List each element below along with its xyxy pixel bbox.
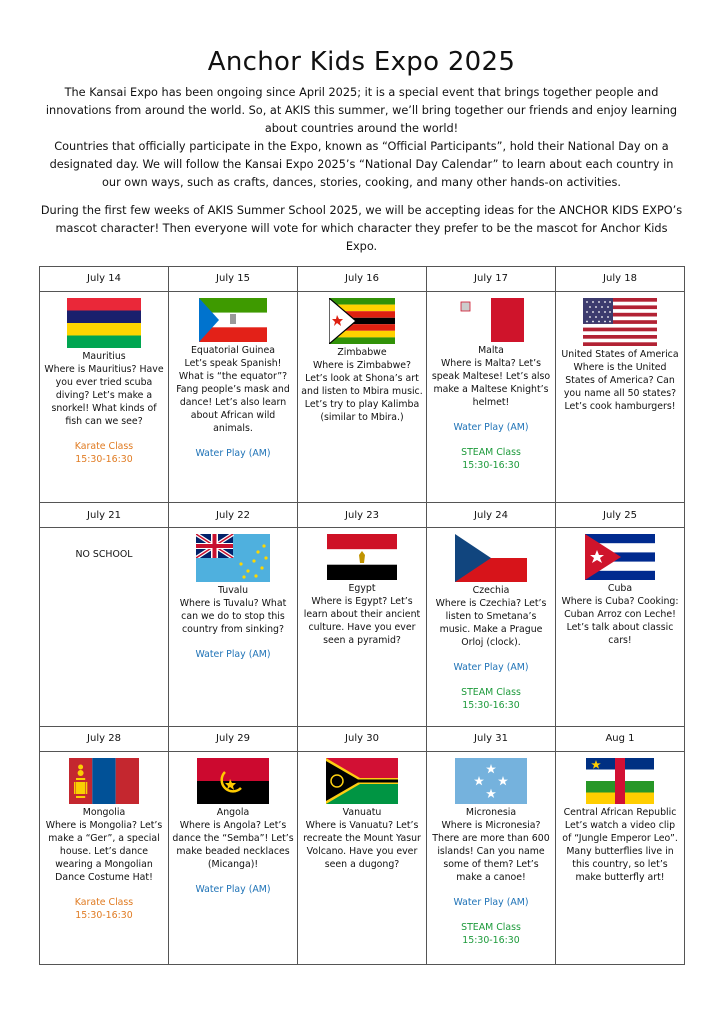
day-description: Where is Micronesia? There are more than 600 islands! Can you name some of them? Let’s make a canoe!: [432, 819, 550, 883]
country-name: Mauritius: [82, 350, 126, 362]
day-description: Where is Vanuatu? Let’s recreate the Mount Yasur Volcano. Have you ever seen a dugong?: [303, 819, 421, 870]
day-description: Where is Tuvalu? What can we do to stop this country from sinking?: [179, 597, 287, 635]
steam-class-label: STEAM Class: [461, 921, 521, 933]
steam-class-time: 15:30-16:30: [462, 459, 520, 471]
cuba-flag: [585, 534, 655, 580]
karate-class-label: Karate Class: [74, 896, 134, 908]
day-cell: [298, 527, 427, 726]
day-cell: [556, 751, 685, 964]
water-play-label: Water Play (AM): [195, 883, 271, 895]
zimbabwe-flag: [329, 298, 395, 344]
day-cell: [40, 291, 169, 502]
day-cell: [298, 291, 427, 502]
page-title: Anchor Kids Expo 2025: [207, 47, 516, 77]
day-cell: [556, 291, 685, 502]
week-3-dates: [40, 726, 685, 751]
day-cell: [298, 751, 427, 964]
week-2-days: [40, 527, 685, 726]
date-cell: July 29: [169, 726, 298, 751]
micronesia-flag: [455, 758, 527, 804]
day-cell: [169, 291, 298, 502]
date-cell: July 25: [556, 503, 685, 528]
day-cell: [427, 291, 556, 502]
mongolia-flag: [69, 758, 139, 804]
water-play-label: Water Play (AM): [195, 648, 271, 660]
day-description: Where is Czechia? Let’s listen to Smetana’s music. Make a Prague Orloj (clock).: [435, 597, 547, 648]
water-play-label: Water Play (AM): [195, 447, 271, 459]
steam-class-label: STEAM Class: [461, 446, 521, 458]
country-name: Micronesia: [465, 806, 517, 818]
country-name: Tuvalu: [217, 584, 249, 596]
date-cell: July 17: [427, 267, 556, 292]
day-cell: [427, 527, 556, 726]
day-description: Let’s speak Spanish! What is “the equator”? Fang people’s mask and dance! Let’s also learn about African wild animals.: [176, 357, 290, 434]
angola-flag: [197, 758, 269, 804]
day-cell: [169, 527, 298, 726]
day-description: Where is the United States of America? Can you name all 50 states? Let’s cook hamburgers!: [563, 361, 677, 412]
country-name: Malta: [478, 344, 504, 356]
week-2-dates: [40, 503, 685, 528]
malta-flag: [458, 298, 524, 342]
day-description: Where is Angola? Let’s dance the “Semba”! Let’s make beaded necklaces (Micanga)!: [172, 819, 294, 870]
day-description: Where is Cuba? Cooking: Cuban Arroz con Leche! Let’s talk about classic cars!: [561, 595, 679, 646]
intro-paragraph: The Kansai Expo has been ongoing since April 2025; it is a special event that brings together people and innovations from around the world. So, at AKIS this summer, we’ll bring together our friends and enjoy learning about countries around the world!: [45, 86, 678, 135]
steam-class-time: 15:30-16:30: [462, 934, 520, 946]
karate-class-time: 15:30-16:30: [75, 453, 133, 465]
date-cell: July 16: [298, 267, 427, 292]
egypt-flag: [327, 534, 397, 580]
day-description: Where is Zimbabwe? Let’s look at Shona’s art and listen to Mbira music. Let’s try to play Kalimba (similar to Mbira.): [301, 359, 423, 423]
intro-text: [40, 84, 683, 192]
mascot-note: During the first few weeks of AKIS Summer School 2025, we will be accepting ideas for the ANCHOR KIDS EXPO’s mascot character! Then everyone will vote for which character they prefer to be the mascot for Anchor Kids Expo.: [40, 204, 683, 253]
country-name: Vanuatu: [342, 806, 382, 818]
day-description: Where is Mongolia? Let’s make a “Ger”, a special house. Let’s dance wearing a Mongolian Dance Costume Hat!: [45, 819, 163, 883]
date-cell: July 31: [427, 726, 556, 751]
country-name: Angola: [216, 806, 250, 818]
central-african-republic-flag: [586, 758, 654, 804]
date-cell: July 24: [427, 503, 556, 528]
country-name: Egypt: [348, 582, 376, 594]
day-description: Where is Mauritius? Have you ever tried scuba diving? Let’s make a snorkel! What kinds of fish can we see?: [44, 363, 164, 427]
date-cell: Aug 1: [556, 726, 685, 751]
mauritius-flag: [67, 298, 141, 348]
equatorial-guinea-flag: [199, 298, 267, 342]
czechia-flag: [455, 534, 527, 582]
karate-class-time: 15:30-16:30: [75, 909, 133, 921]
week-1-dates: [40, 267, 685, 292]
date-cell: July 28: [40, 726, 169, 751]
day-cell: [169, 751, 298, 964]
day-cell: [40, 751, 169, 964]
karate-class-label: Karate Class: [74, 440, 134, 452]
day-description: Where is Egypt? Let’s learn about their ancient culture. Have you ever seen a pyramid?: [303, 595, 421, 646]
date-cell: July 18: [556, 267, 685, 292]
country-name: Zimbabwe: [337, 346, 387, 358]
date-cell: July 23: [298, 503, 427, 528]
calendar-table: [39, 266, 685, 965]
week-3-days: [40, 751, 685, 964]
country-name: Cuba: [607, 582, 633, 594]
country-name: Central African Republic: [563, 806, 677, 818]
date-cell: July 21: [40, 503, 169, 528]
day-cell: [556, 527, 685, 726]
usa-flag: [583, 298, 657, 346]
steam-class-label: STEAM Class: [461, 686, 521, 698]
tuvalu-flag: [196, 534, 270, 582]
country-name: Mongolia: [82, 806, 126, 818]
no-school-label: NO SCHOOL: [75, 548, 133, 560]
water-play-label: Water Play (AM): [453, 661, 529, 673]
date-cell: July 14: [40, 267, 169, 292]
week-1-days: [40, 291, 685, 502]
country-name: Equatorial Guinea: [190, 344, 276, 356]
date-cell: July 30: [298, 726, 427, 751]
day-cell: [427, 751, 556, 964]
country-name: United States of America: [561, 348, 679, 360]
water-play-label: Water Play (AM): [453, 896, 529, 908]
vanuatu-flag: [326, 758, 398, 804]
date-cell: July 15: [169, 267, 298, 292]
date-cell: July 22: [169, 503, 298, 528]
day-cell: [40, 527, 169, 726]
steam-class-time: 15:30-16:30: [462, 699, 520, 711]
day-description: Let’s watch a video clip of “Jungle Emperor Leo”. Many butterflies live in this country, so let’s make butterfly art!: [562, 819, 678, 883]
country-name: Czechia: [472, 584, 510, 596]
water-play-label: Water Play (AM): [453, 421, 529, 433]
day-description: Where is Malta? Let’s speak Maltese! Let’s also make a Maltese Knight’s helmet!: [431, 357, 551, 408]
intro-paragraph: Countries that officially participate in the Expo, known as “Official Participants”, hold their National Day on a designated day. We will follow the Kansai Expo 2025’s “National Day Calendar” to learn about each country in our own ways, such as crafts, dances, stories, cooking, and many other hands-on activities.: [49, 140, 674, 189]
